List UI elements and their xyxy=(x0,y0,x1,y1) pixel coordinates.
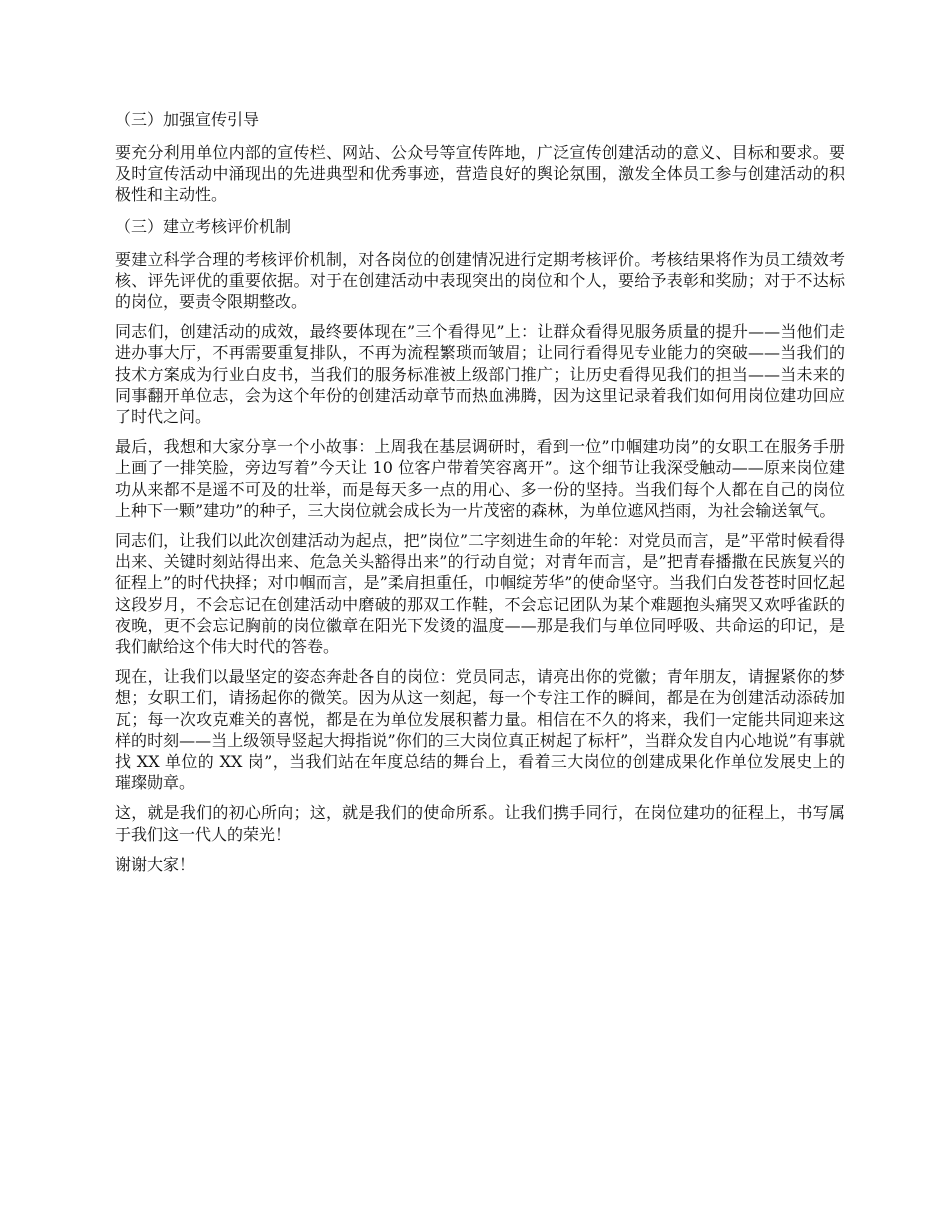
paragraph-mission: 这，就是我们的初心所向；这，就是我们的使命所系。让我们携手同行，在岗位建功的征程上，书写属于我们这一代人的荣光！ xyxy=(115,803,845,844)
section-heading-evaluation: （三）建立考核评价机制 xyxy=(115,216,292,236)
paragraph-publicity: 要充分利用单位内部的宣传栏、网站、公众号等宣传阵地，广泛宣传创建活动的意义、目标和要求。要及时宣传活动中涌现出的先进典型和优秀事迹，营造良好的舆论氛围，激发全体员工参与创建活动的积极性和主动性。 xyxy=(115,143,845,205)
closing-thanks: 谢谢大家！ xyxy=(115,854,196,874)
paragraph-evaluation: 要建立科学合理的考核评价机制，对各岗位的创建情况进行定期考核评价。考核结果将作为员工绩效考核、评先评优的重要依据。对于在创建活动中表现突出的岗位和个人，要给予表彰和奖励；对于不达标的岗位，要责令限期整改。 xyxy=(115,249,845,312)
section-heading-publicity: （三）加强宣传引导 xyxy=(115,110,260,129)
paragraph-commitment: 同志们，让我们以此次创建活动为起点，把”岗位”二字刻进生命的年轮：对党员而言，是”平常时候看得出来、关键时刻站得出来、危急关头豁得出来”的行动自觉；对青年而言，是”把青春播撒在民族复兴的征程上”的时代抉择；对巾帼而言，是”柔肩担重任，巾帼绽芳华”的使命坚守。当我们白发苍苍时回忆起这段岁月，不会忘记在创建活动中磨破的那双工作鞋，不会忘记团队为某个难题抱头痛哭又欢呼雀跃的夜晚，更不会忘记胸前的岗位徽章在阳光下发烫的温度——那是我们与单位同呼吸、共命运的印记，是我们献给这个伟大时代的答卷。 xyxy=(115,531,845,657)
paragraph-story: 最后，我想和大家分享一个小故事：上周我在基层调研时，看到一位”巾帼建功岗”的女职工在服务手册上画了一排笑脸，旁边写着”今天让 10 位客户带着笑容离开”。这个细节让我深受触动——原来岗位建功从来都不是遥不可及的壮举，而是每天多一点的用心、多一份的坚持。当我们每个人都在自己的岗位上种下一颗”建功”的种子，三大岗位就会成长为一片茂密的森林，为单位遮风挡雨，为社会输送氧气。 xyxy=(115,437,845,520)
paragraph-call-to-action: 现在，让我们以最坚定的姿态奔赴各自的岗位：党员同志，请亮出你的党徽；青年朋友，请握紧你的梦想；女职工们，请扬起你的微笑。因为从这一刻起，每一个专注工作的瞬间，都是在为创建活动添砖加瓦；每一次攻克难关的喜悦，都是在为单位发展积蓄力量。相信在不久的将来，我们一定能共同迎来这样的时刻——当上级领导竖起大拇指说”你们的三大岗位真正树起了标杆”，当群众发自内心地说”有事就找 XX 单位的 XX 岗”，当我们站在年度总结的舞台上，看着三大岗位的创建成果化作单位发展史上的璀璨勋章。 xyxy=(115,667,845,793)
paragraph-three-visible: 同志们，创建活动的成效，最终要体现在”三个看得见”上：让群众看得见服务质量的提升——当他们走进办事大厅，不再需要重复排队，不再为流程繁琐而皱眉；让同行看得见专业能力的突破——当我们的技术方案成为行业白皮书，当我们的服务标准被上级部门推广；让历史看得见我们的担当——当未来的同事翻开单位志，会为这个年份的创建活动章节而热血沸腾，因为这里记录着我们如何用岗位建功回应了时代之问。 xyxy=(115,322,845,427)
document-page xyxy=(115,108,845,876)
